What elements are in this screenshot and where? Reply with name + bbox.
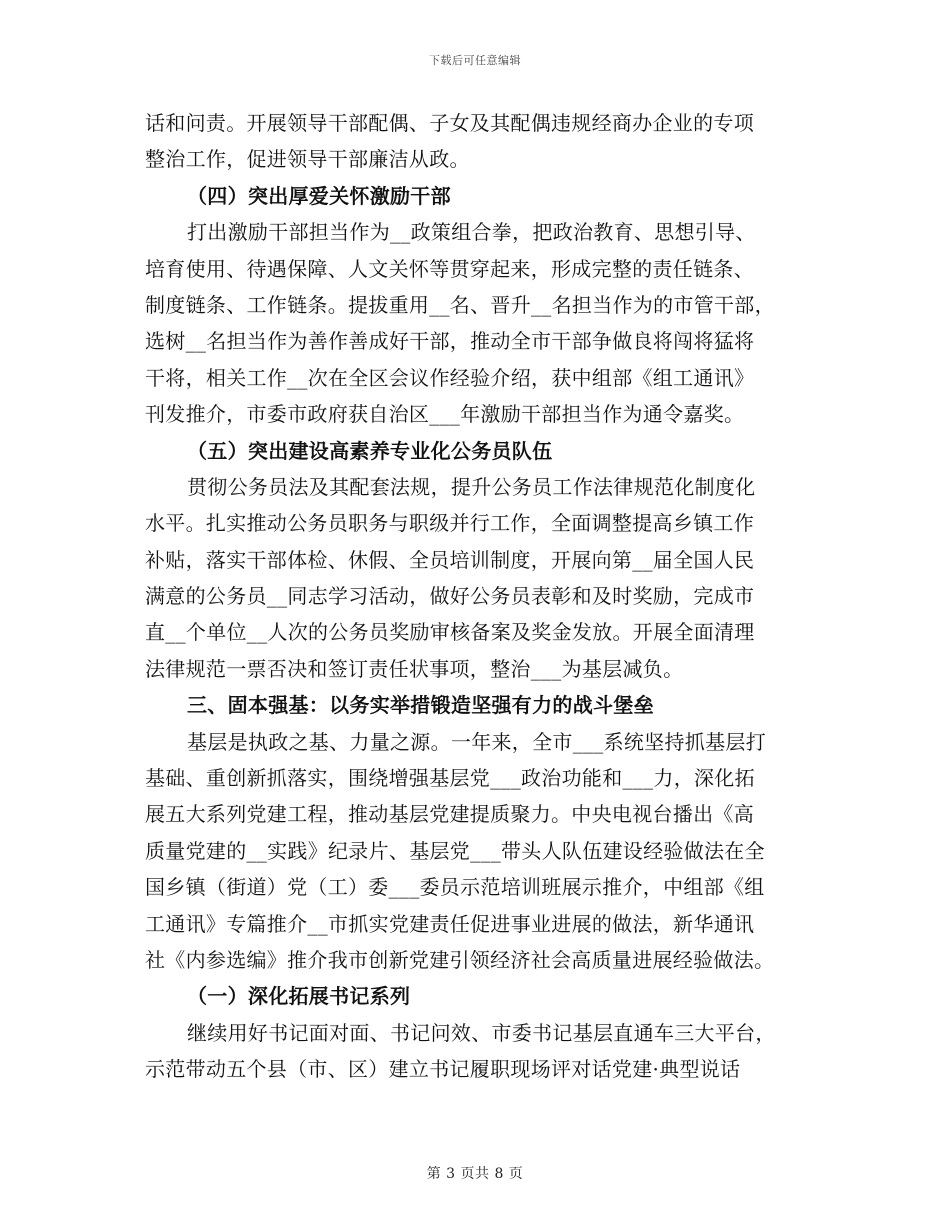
document-body [145, 105, 805, 1088]
section-heading: （五）突出建设高素养专业化公务员队伍 [187, 438, 553, 463]
body-line: 刊发推介，市委市政府获自治区___年激励干部担当作为通令嘉奖。 [145, 402, 745, 427]
body-line: 培育使用、待遇保障、人文关怀等贯穿起来，形成完整的责任链条、 [145, 256, 754, 281]
body-line: 质量党建的__实践》纪录片、基层党___带头人队伍建设经验做法在全 [145, 838, 765, 863]
body-line: 国乡镇（街道）党（工）委___委员示范培训班展示推介，中组部《组 [145, 875, 765, 900]
paragraph-first-line: 打出激励干部担当作为__政策组合拳，把政治教育、思想引导、 [187, 220, 756, 245]
paragraph-first-line: 继续用好书记面对面、书记问效、市委书记基层直通车三大平台， [187, 1020, 776, 1045]
paragraph-first-line: 贯彻公务员法及其配套法规，提升公务员工作法律规范化制度化 [187, 474, 756, 499]
section-heading: （一）深化拓展书记系列 [187, 984, 411, 1009]
body-line: 展五大系列党建工程，推动基层党建提质聚力。中央电视台播出《高 [145, 802, 754, 827]
body-line: 直__个单位__人次的公务员奖励审核备案及奖金发放。开展全面清理 [145, 620, 755, 645]
body-line: 整治工作，促进领导干部廉洁从政。 [145, 147, 470, 172]
body-line: 满意的公务员__同志学习活动，做好公务员表彰和及时奖励，完成市 [145, 584, 755, 609]
section-heading: （四）突出厚爱关怀激励干部 [187, 183, 451, 208]
body-line: 水平。扎实推动公务员职务与职级并行工作，全面调整提高乡镇工作 [145, 511, 754, 536]
body-line: 基础、重创新抓落实，围绕增强基层党___政治功能和___力，深化拓 [145, 766, 755, 791]
body-line: 社《内参选编》推介我市创新党建引领经济社会高质量进展经验做法。 [145, 947, 775, 972]
body-line: 干将，相关工作__次在全区会议作经验介绍，获中组部《组工通讯》 [145, 365, 755, 390]
body-line: 工通讯》专篇推介__市抓实党建责任促进事业进展的做法，新华通讯 [145, 911, 755, 936]
body-line: 补贴，落实干部体检、休假、全员培训制度，开展向第__届全国人民 [145, 547, 755, 572]
body-line: 话和问责。开展领导干部配偶、子女及其配偶违规经商办企业的专项 [145, 111, 754, 135]
page-header: 下载后可任意编辑 [429, 54, 521, 67]
chapter-heading: 三、固本强基：以务实举措锻造坚强有力的战斗堡垒 [187, 693, 654, 718]
page-number: 第 3 页共 8 页 [426, 1166, 524, 1182]
body-line: 法律规范一票否决和签订责任状事项，整治___为基层减负。 [145, 656, 684, 681]
body-line: 制度链条、工作链条。提拔重用__名、晋升__名担当作为的市管干部， [145, 292, 775, 317]
paragraph-first-line: 基层是执政之基、力量之源。一年来，全市___系统坚持抓基层打 [187, 729, 766, 754]
body-line: 示范带动五个县（市、区）建立书记履职现场评对话党建·典型说话 [145, 1057, 741, 1082]
body-line: 选树__名担当作为善作善成好干部，推动全市干部争做良将闯将猛将 [145, 329, 755, 354]
